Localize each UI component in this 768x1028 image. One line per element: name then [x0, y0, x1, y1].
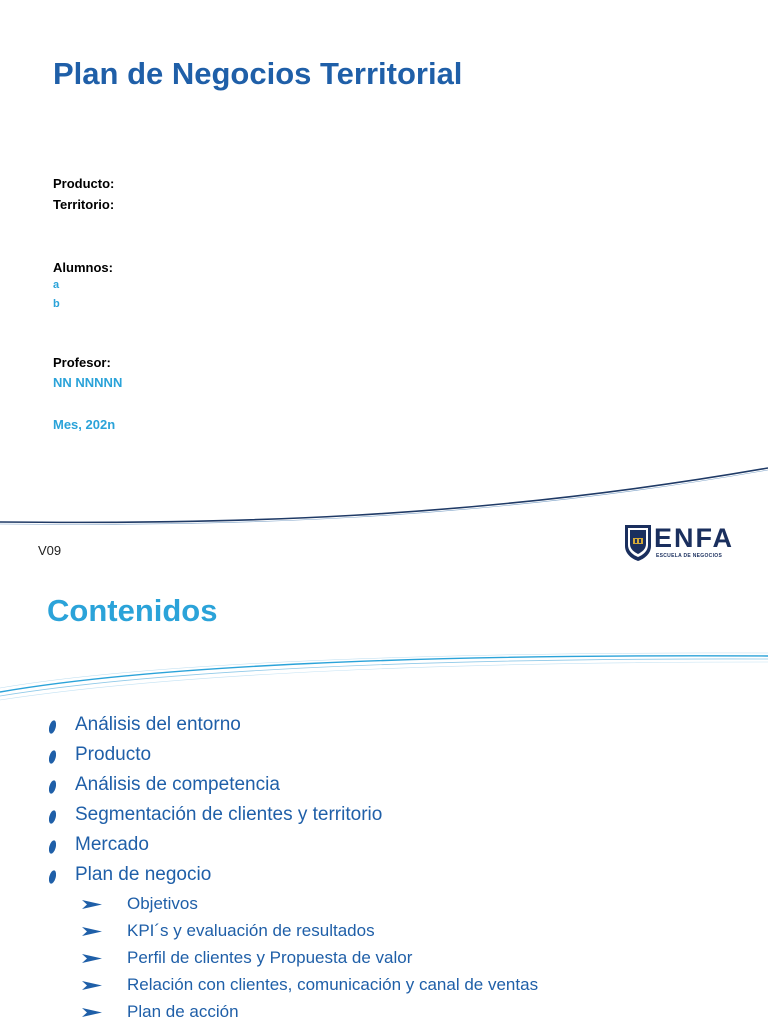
alumno-item: a: [53, 279, 60, 291]
bullet-icon: [49, 810, 56, 824]
bullet-icon: [49, 750, 56, 764]
sub-list-item-text: Objetivos: [127, 894, 198, 913]
decorative-swoosh: [0, 644, 768, 704]
version-label: V09: [38, 543, 62, 558]
sub-list-item-text: Perfil de clientes y Propuesta de valor: [127, 948, 413, 967]
sub-list-item-text: Relación con clientes, comunicación y canal de ventas: [127, 975, 539, 994]
alumnos-label: Alumnos:: [53, 260, 113, 275]
list-item-text: Plan de negocio: [75, 864, 212, 885]
arrow-bullet-icon: [82, 954, 102, 963]
contents-title: Contenidos: [47, 593, 218, 628]
sub-list-item-text: Plan de acción: [127, 1002, 239, 1021]
decorative-swoosh: [0, 460, 768, 530]
enfa-logo: [624, 524, 734, 564]
shield-icon: [624, 524, 652, 562]
list-item-text: Producto: [75, 744, 152, 765]
logo-wordmark: ENFA: [654, 523, 735, 553]
alumno-item: b: [53, 298, 60, 310]
date-text: Mes, 202n: [53, 417, 116, 432]
sub-list-item-text: KPI´s y evaluación de resultados: [127, 921, 375, 940]
arrow-bullet-icon: [82, 1008, 102, 1017]
arrow-bullet-icon: [82, 900, 102, 909]
profesor-label: Profesor:: [53, 355, 111, 370]
list-item-text: Análisis de competencia: [75, 774, 280, 795]
list-item-text: Segmentación de clientes y territorio: [75, 804, 383, 825]
arrow-bullet-icon: [82, 981, 102, 990]
arrow-bullet-icon: [82, 927, 102, 936]
profesor-name: NN NNNNN: [53, 375, 123, 390]
producto-label: Producto:: [53, 176, 115, 191]
slide-title: Plan de Negocios Territorial: [53, 56, 463, 91]
bullet-icon: [49, 870, 56, 884]
list-item-text: Mercado: [75, 834, 149, 855]
bullet-icon: [49, 780, 56, 794]
bullet-icon: [49, 720, 56, 734]
logo-subtitle: ESCUELA DE NEGOCIOS: [656, 553, 723, 559]
bullet-icon: [49, 840, 56, 854]
contents-slide: [0, 576, 768, 1024]
list-item-text: Análisis del entorno: [75, 714, 241, 735]
territorio-label: Territorio:: [53, 197, 115, 212]
